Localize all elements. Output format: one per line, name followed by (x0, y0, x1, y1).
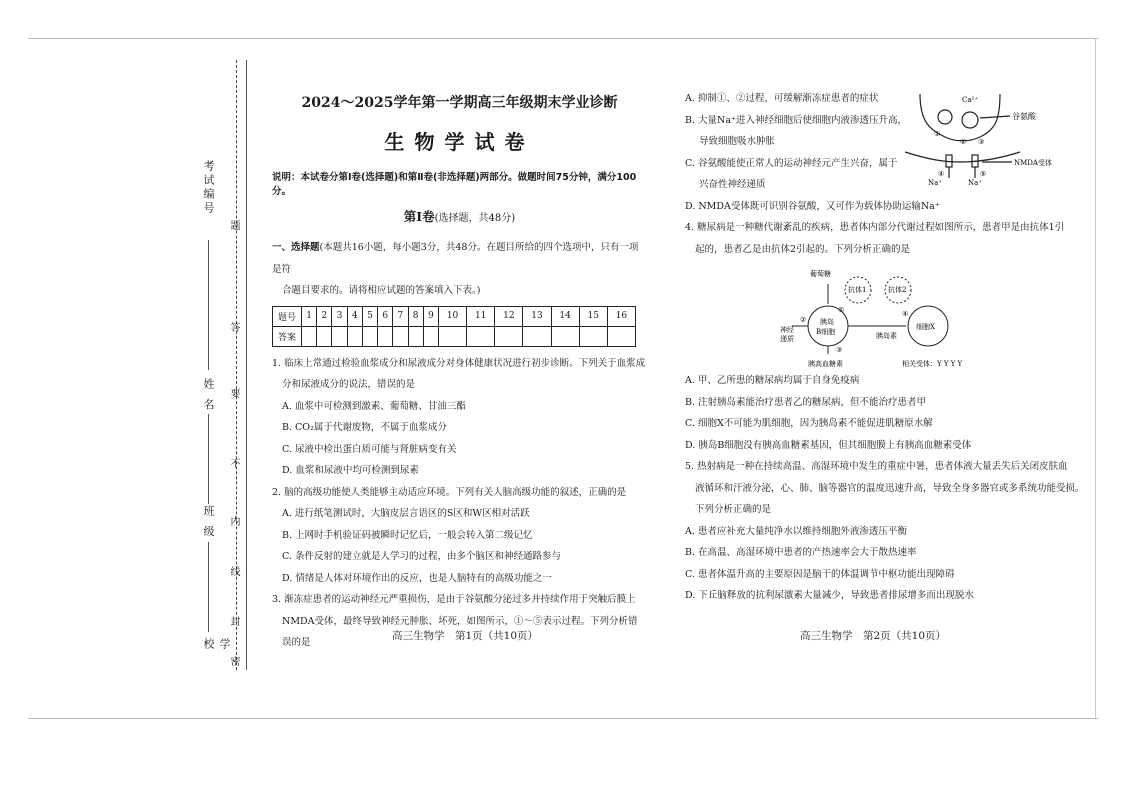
volume-name: 第Ⅰ卷 (403, 209, 435, 224)
volume-subtitle: (选择题，共48分) (434, 213, 516, 224)
section-head: 一、选择题 (272, 242, 320, 253)
answer-cell[interactable] (579, 326, 607, 346)
q3-option-a: A. 抑制①、②过程，可缓解渐冻症患者的症状 (685, 93, 879, 104)
question-number: 1 (302, 306, 317, 326)
answer-cell[interactable] (347, 326, 362, 346)
seal-char: 题 (228, 220, 239, 233)
question-5-cont2: 下列分析正确的是 (695, 504, 772, 515)
step-3: ③ (978, 138, 985, 146)
question-number: 16 (607, 306, 635, 326)
seal-char: 线 (228, 566, 239, 579)
step-1: ① (838, 306, 845, 314)
table-row (273, 326, 636, 346)
section-text-cont: 合题目要求的。请将相应试题的答案填入下表。) (282, 285, 481, 296)
answer-table (272, 306, 636, 347)
name-label: 姓 名 (202, 378, 215, 413)
question-number: 3 (332, 306, 347, 326)
na-label: Na⁺ (968, 179, 982, 187)
insulin-label: 胰岛素 (876, 332, 897, 340)
page-right-border (1095, 38, 1096, 718)
volume-title (272, 207, 647, 225)
seal-char: 内 (228, 516, 239, 529)
subject-title: 生物学试卷 (384, 130, 535, 154)
answer-cell[interactable] (317, 326, 332, 346)
question-number: 10 (438, 306, 466, 326)
q4-option-c: C. 细胞X不可能为肌细胞，因为胰岛素不能促进肌糖原水解 (685, 418, 933, 429)
leader-line (980, 116, 1010, 118)
exam-number-label: 考试编号 (202, 160, 215, 216)
q4-option-b: B. 注射胰岛素能治疗患者乙的糖尿病，但不能治疗患者甲 (685, 396, 927, 408)
table-header-cell: 答案 (273, 326, 302, 346)
diabetes-figure (780, 268, 1020, 374)
step-2: ② (800, 316, 807, 324)
exam-title: 2024～2025学年第一学期高三年级期末学业诊断 (301, 95, 618, 111)
question-1: 1. 临床上常通过检验血浆成分和尿液成分对身体健康状况进行初步诊断。下列关于血浆成 (272, 357, 646, 369)
q5-option-b: B. 在高温、高湿环境中患者的产热速率会大于散热速率 (685, 547, 917, 558)
step-3: ③ (836, 346, 843, 354)
seal-char: 要 (228, 388, 239, 401)
vesicle (962, 112, 978, 128)
q3-option-c-cont: 兴奋性神经递质 (699, 179, 766, 190)
cell-x-label: 细胞X (916, 323, 935, 331)
step-4: ④ (902, 310, 909, 318)
answer-cell[interactable] (607, 326, 635, 346)
answer-cell[interactable] (438, 326, 466, 346)
seal-solid-line (246, 60, 247, 670)
table-header-cell: 题号 (273, 306, 302, 326)
question-number: 6 (378, 306, 393, 326)
exam-instructions: 说明：本试卷分第Ⅰ卷(选择题)和第Ⅱ卷(非选择题)两部分。做题时间75分钟，满分100分。 (272, 172, 637, 197)
answer-cell[interactable] (423, 326, 438, 346)
question-5: 5. 热射病是一种在持续高温、高湿环境中发生的重症中暑，患者体液大量丢失后关闭皮肤血 (685, 461, 1068, 472)
nerve-label: 神经 (780, 326, 794, 334)
question-number: 7 (393, 306, 408, 326)
q3-option-c: C. 谷氨酸能使正常人的运动神经元产生兴奋，属于 (685, 157, 898, 169)
q1-option-c: C. 尿液中检出蛋白质可能与肾脏病变有关 (282, 443, 457, 455)
antibody-1-label: 抗体1 (848, 286, 867, 294)
question-1-cont: 分和尿液成分的说法，错误的是 (282, 379, 416, 390)
q2-option-a: A. 进行纸笔测试时，大脑皮层言语区的S区和W区相对活跃 (282, 508, 530, 519)
question-4: 4. 糖尿病是一种糖代谢紊乱的疾病，患者体内部分代谢过程如图所示，患者甲是由抗体1引 (685, 222, 1065, 233)
name-line (208, 414, 209, 504)
answer-cell[interactable] (393, 326, 408, 346)
q5-option-c: C. 患者体温升高的主要原因是脑干的体温调节中枢功能出现障碍 (685, 568, 955, 580)
question-number: 9 (423, 306, 438, 326)
question-number: 8 (408, 306, 423, 326)
step-2: ② (960, 138, 967, 146)
nmda-label: NMDA受体 (1014, 159, 1052, 167)
q5-option-a: A. 患者应补充大量纯净水以维持细胞外液渗透压平衡 (685, 525, 907, 537)
page-bottom-border (28, 718, 1098, 719)
school-label: 学 校 (202, 638, 231, 652)
glucagon-label: 胰高血糖素 (808, 360, 843, 368)
page-top-border (28, 38, 1098, 39)
section-text: (本题共16小题，每小题3分，共48分。在题目所给的四个选项中，只有一项是符 (272, 242, 639, 275)
b-cell-label: B细胞 (816, 328, 836, 336)
seal-char: 不 (228, 458, 239, 471)
question-number: 13 (523, 306, 551, 326)
step-5: ⑤ (980, 170, 987, 178)
question-number: 15 (579, 306, 607, 326)
exam-number-line (208, 240, 209, 370)
page-1-footer: 高三生物学 第1页（共10页） (392, 630, 539, 642)
q5-option-d: D. 下丘脑释放的抗利尿激素大量减少，导致患者排尿增多而出现脱水 (685, 590, 974, 601)
q1-option-b: B. CO₂属于代谢废物，不属于血浆成分 (282, 422, 447, 433)
question-number: 2 (317, 306, 332, 326)
question-2: 2. 脑的高级功能使人类能够主动适应环境。下列有关人脑高级功能的叙述，正确的是 (272, 486, 627, 498)
question-number: 12 (495, 306, 523, 326)
q1-option-d: D. 血浆和尿液中均可检测到尿素 (282, 465, 419, 476)
synapse-figure (900, 92, 1085, 187)
step-1: ① (934, 130, 941, 138)
answer-cell[interactable] (362, 326, 377, 346)
q1-option-a: A. 血浆中可检测到激素、葡萄糖、甘油三酯 (282, 400, 466, 412)
question-number: 5 (362, 306, 377, 326)
q4-option-d: D. 胰岛B细胞没有胰高血糖素基因，但其细胞膜上有胰高血糖素受体 (685, 439, 972, 451)
ca-label: Ca²⁺ (962, 96, 979, 104)
question-number: 4 (347, 306, 362, 326)
q2-option-c: C. 条件反射的建立就是人学习的过程，由多个脑区和神经通路参与 (282, 551, 561, 562)
q3-option-d: D. NMDA受体既可识别谷氨酸，又可作为载体协助运输Na⁺ (685, 200, 940, 212)
class-line (208, 542, 209, 632)
vesicle (938, 110, 952, 124)
receptor-legend: 相关受体：Y Y Y Y (902, 360, 963, 368)
page-1-column (272, 80, 647, 654)
question-number: 11 (467, 306, 495, 326)
binding-margin (60, 60, 250, 670)
na-label: Na⁺ (928, 179, 942, 187)
glutamate-label: 谷氨酸 (1012, 112, 1036, 121)
answer-cell[interactable] (467, 326, 495, 346)
question-3: 3. 渐冻症患者的运动神经元严重损伤，是由于谷氨酸分泌过多并持续作用于突触后膜上 (272, 594, 636, 605)
step-4: ④ (938, 170, 945, 178)
answer-cell[interactable] (408, 326, 423, 346)
question-5-cont: 液循环和汗液分泌，心、肺、脑等器官的温度迅速升高，导致全身多器官或多系统功能受损。 (695, 482, 1085, 494)
glucose-label: 葡萄糖 (810, 270, 831, 278)
question-3-cont: NMDA受体，最终导致神经元肿胀、坏死，如图所示，①～⑤表示过程。下列分析错误的是 (282, 615, 638, 648)
answer-cell[interactable] (523, 326, 551, 346)
class-label: 班 级 (202, 505, 215, 540)
table-row (273, 306, 636, 326)
seal-char: 密 (228, 656, 239, 669)
q3-option-b-cont: 导致细胞吸水肿胀 (699, 136, 776, 147)
page-2-footer: 高三生物学 第2页（共10页） (800, 630, 947, 642)
antibody-2-label: 抗体2 (888, 286, 907, 294)
q4-option-a: A. 甲、乙所患的糖尿病均属于自身免疫病 (685, 375, 860, 386)
q3-option-b: B. 大量Na⁺进入神经细胞后使细胞内液渗透压升高， (685, 114, 908, 126)
transmitter-label: 递质 (780, 335, 794, 343)
islet-label: 胰岛 (820, 318, 834, 326)
q2-option-d: D. 情绪是人体对环境作出的反应，也是人脑特有的高级功能之一 (282, 572, 552, 584)
seal-char: 答 (228, 322, 239, 335)
section-heading (272, 237, 647, 280)
answer-cell[interactable] (378, 326, 393, 346)
answer-cell[interactable] (495, 326, 523, 346)
q2-option-b: B. 上网时手机验证码被瞬时记忆后，一般会转入第二级记忆 (282, 529, 533, 541)
question-number: 14 (551, 306, 579, 326)
seal-char: 封 (228, 616, 239, 629)
answer-cell[interactable] (551, 326, 579, 346)
answer-cell[interactable] (302, 326, 317, 346)
answer-cell[interactable] (332, 326, 347, 346)
postsynaptic-membrane (905, 152, 1020, 162)
question-4-cont: 起的，患者乙是由抗体2引起的。下列分析正确的是 (695, 243, 911, 255)
